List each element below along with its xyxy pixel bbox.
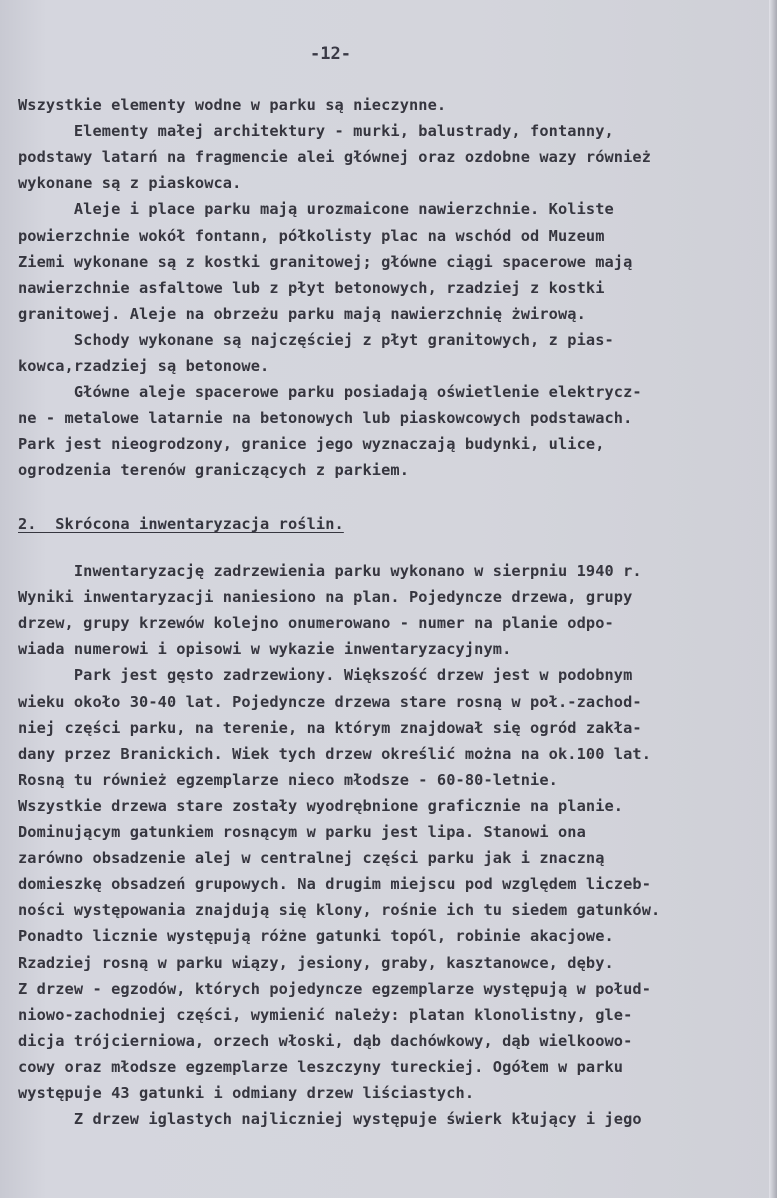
text-line: podstawy latarń na fragmencie alei głównej oraz ozdobne wazy również	[18, 148, 652, 167]
text-line: granitowej. Aleje na obrzeżu parku mają nawierzchnię żwirową.	[18, 304, 586, 323]
text-line: zarówno obsadzenie alej w centralnej części parku jak i znaczną	[18, 849, 605, 868]
text-line: kowca,rzadziej są betonowe.	[18, 357, 270, 375]
text-line: Aleje i place parku mają urozmaicone nawierzchnie. Koliste	[18, 200, 614, 219]
text-line: Elementy małej architektury - murki, balustrady, fontanny,	[18, 122, 614, 141]
page-number: -12-	[310, 44, 351, 64]
text-line: Rzadziej rosną w parku wiązy, jesiony, graby, kasztanowce, dęby.	[18, 953, 614, 972]
text-line: Dominującym gatunkiem rosnącym w parku jest lipa. Stanowi ona	[18, 823, 586, 841]
text-line: Ponadto licznie występują różne gatunki topól, robinie akacjowe.	[18, 927, 614, 946]
text-line: ne - metalowe latarnie na betonowych lub piaskowcowych podstawach.	[18, 409, 633, 428]
text-line: domieszkę obsadzeń grupowych. Na drugim miejscu pod względem liczeb-	[18, 875, 652, 894]
text-line: niowo-zachodniej części, wymienić należy: platan klonolistny, gle-	[18, 1005, 633, 1024]
text-line: dany przez Branickich. Wiek tych drzew określić można na ok.100 lat.	[18, 744, 652, 763]
text-line: dicja trójcierniowa, orzech włoski, dąb dachówkowy, dąb wielkoowo-	[18, 1031, 633, 1050]
text-line: cowy oraz młodsze egzemplarze leszczyny tureckiej. Ogółem w parku	[18, 1057, 624, 1076]
text-line: wykonane są z piaskowca.	[18, 174, 242, 193]
text-line: Schody wykonane są najczęściej z płyt granitowych, z pias-	[18, 330, 614, 349]
text-line: Park jest gęsto zadrzewiony. Większość drzew jest w podobnym	[18, 666, 633, 685]
text-line: wiada numerowi i opisowi w wykazie inwentaryzacyjnym.	[18, 640, 512, 659]
text-line: Ziemi wykonane są z kostki granitowej; główne ciągi spacerowe mają	[18, 252, 633, 271]
section-heading: 2. Skrócona inwentaryzacja roślin.	[18, 515, 344, 533]
text-line: Z drzew iglastych najliczniej występuje świerk kłujący i jego	[18, 1110, 642, 1129]
text-line: Wszystkie elementy wodne w parku są nieczynne.	[18, 96, 447, 114]
text-line: Wyniki inwentaryzacji naniesiono na plan. Pojedyncze drzewa, grupy	[18, 588, 633, 607]
text-line: Z drzew - egzodów, których pojedyncze egzemplarze występują w połud-	[18, 979, 652, 998]
text-line: wieku około 30-40 lat. Pojedyncze drzewa stare rosną w poł.-zachod-	[18, 692, 642, 711]
text-line: Rosną tu również egzemplarze nieco młodsze - 60-80-letnie.	[18, 770, 558, 789]
text-line: Park jest nieogrodzony, granice jego wyznaczają budynki, ulice,	[18, 435, 605, 454]
paper-edge	[769, 0, 777, 1198]
text-line: Inwentaryzację zadrzewienia parku wykonano w sierpniu 1940 r.	[18, 562, 642, 580]
text-line: występuje 43 gatunki i odmiany drzew liściastych.	[18, 1084, 475, 1102]
text-line: Wszystkie drzewa stare zostały wyodrębnione graficznie na planie.	[18, 796, 624, 815]
text-line: drzew, grupy krzewów kolejno onumerowano - numer na planie odpo-	[18, 614, 614, 633]
text-line: Główne aleje spacerowe parku posiadają oświetlenie elektrycz-	[18, 383, 642, 402]
text-line: ności występowania znajdują się klony, rośnie ich tu siedem gatunków.	[18, 901, 661, 920]
text-line: niej części parku, na terenie, na którym znajdował się ogród zakła-	[18, 718, 642, 737]
text-line: powierzchnie wokół fontann, półkolisty plac na wschód od Muzeum	[18, 226, 605, 245]
text-line: nawierzchnie asfaltowe lub z płyt betonowych, rzadziej z kostki	[18, 278, 605, 297]
text-line: ogrodzenia terenów graniczących z parkiem.	[18, 461, 409, 480]
